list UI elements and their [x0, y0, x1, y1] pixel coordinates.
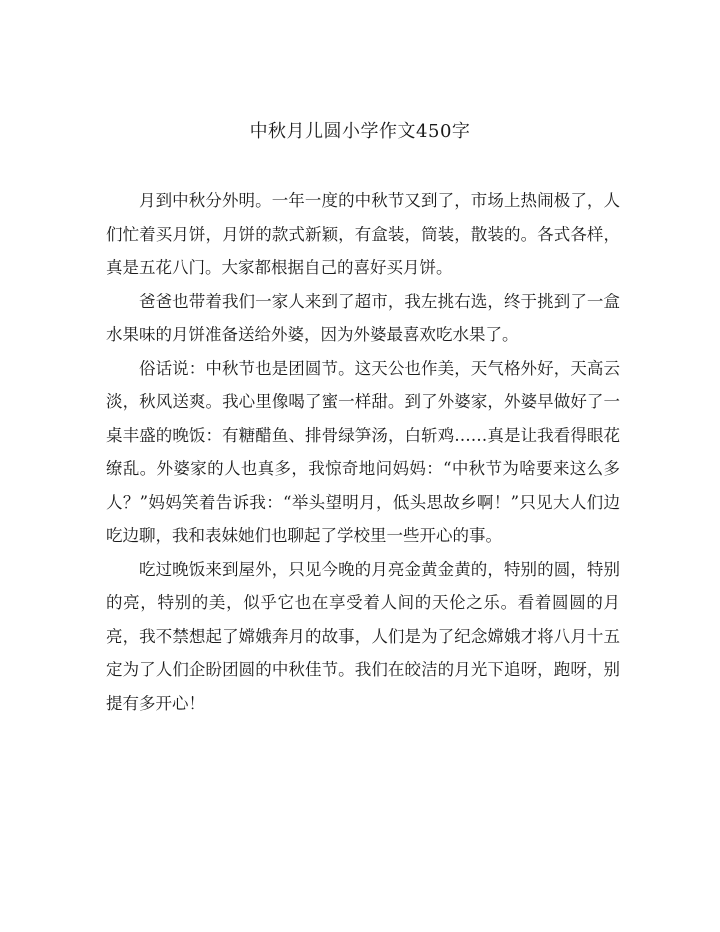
paragraph-4: 吃过晚饭来到屋外，只见今晚的月亮金黄金黄的，特别的圆，特别的亮，特别的美，似乎它也在享受着人间的天伦之乐。看着圆圆的月亮，我不禁想起了嫦娥奔月的故事，人们是为了纪念嫦娥才将八月十五定为了人们企盼团圆的中秋佳节。我们在皎洁的月光下追呀，跑呀，别提有多开心！ [106, 559, 620, 713]
paragraph-3: 俗话说：中秋节也是团圆节。这天公也作美，天气格外好，天高云淡，秋风送爽。我心里像喝了蜜一样甜。到了外婆家，外婆早做好了一桌丰盛的晚饭：有糖醋鱼、排骨绿笋汤，白斩鸡……真是让我看得眼花缭乱。外婆家的人也真多，我惊奇地问妈妈：“中秋节为啥要来这么多人？”妈妈笑着告诉我：“举头望明月，低头思故乡啊！”只见大人们边吃边聊，我和表妹她们也聊起了学校里一些开心的事。 [106, 358, 620, 545]
document-body [106, 184, 620, 720]
paragraph-1: 月到中秋分外明。一年一度的中秋节又到了，市场上热闹极了，人们忙着买月饼，月饼的款式新颖，有盒装，筒装，散装的。各式各样，真是五花八门。大家都根据自己的喜好买月饼。 [106, 191, 620, 277]
paragraph-2: 爸爸也带着我们一家人来到了超市，我左挑右选，终于挑到了一盒水果味的月饼准备送给外婆，因为外婆最喜欢吃水果了。 [106, 291, 620, 344]
document-title: 中秋月儿圆小学作文450字 [249, 121, 471, 142]
